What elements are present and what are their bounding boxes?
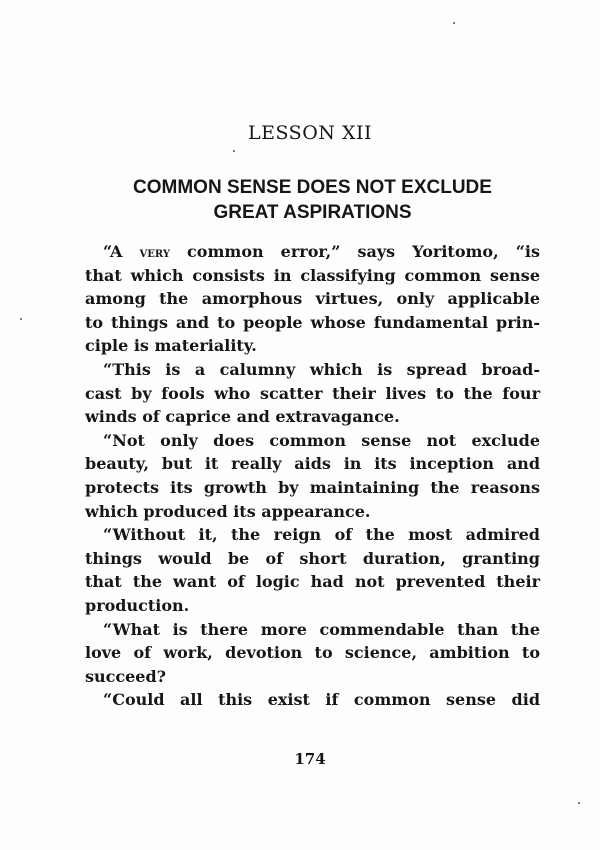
text-line: ciple is materiality. xyxy=(85,336,257,356)
scan-speck xyxy=(453,22,455,24)
text-line: among the amorphous virtues, only applicable xyxy=(85,289,540,309)
text-line xyxy=(85,240,540,264)
text-line: protects its growth by maintaining the reasons xyxy=(85,477,540,497)
text-line: that the want of logic had not prevented their xyxy=(85,572,540,592)
scan-speck xyxy=(233,150,235,152)
text-line: love of work, devotion to science, ambition to xyxy=(85,643,540,663)
text-line: cast by fools who scatter their lives to the four xyxy=(85,383,540,403)
text-line: to things and to people whose fundamental prin- xyxy=(85,312,540,332)
text-line: that which consists in classifying common sense xyxy=(85,265,540,285)
text-line: “Not only does common sense not exclude xyxy=(103,430,540,450)
page-number: 174 xyxy=(294,750,326,768)
text-line: “Could all this exist if common sense did xyxy=(103,690,540,710)
text-line: which produced its appearance. xyxy=(85,501,371,521)
chapter-heading xyxy=(85,175,540,225)
text-line: winds of caprice and extravagance. xyxy=(85,407,400,427)
text-line: “Without it, the reign of the most admired xyxy=(103,525,540,545)
scan-speck xyxy=(578,802,580,804)
text-line: things would be of short duration, granting xyxy=(85,548,540,568)
small-caps-word: very xyxy=(139,245,170,261)
lesson-label: LESSON XII xyxy=(248,122,372,144)
body-text xyxy=(85,240,540,712)
text-fragment: “A xyxy=(103,242,140,261)
text-line: beauty, but it really aids in its inception and xyxy=(85,454,540,474)
text-line: “This is a calumny which is spread broad- xyxy=(103,359,540,379)
text-line: succeed? xyxy=(85,666,167,686)
scan-speck xyxy=(20,318,22,320)
text-line: production. xyxy=(85,595,190,615)
heading-line: GREAT ASPIRATIONS xyxy=(213,202,412,223)
heading-line: COMMON SENSE DOES NOT EXCLUDE xyxy=(133,177,492,198)
text-fragment: common error,” says Yoritomo, “is xyxy=(170,242,541,261)
text-line: “What is there more commendable than the xyxy=(103,619,540,639)
